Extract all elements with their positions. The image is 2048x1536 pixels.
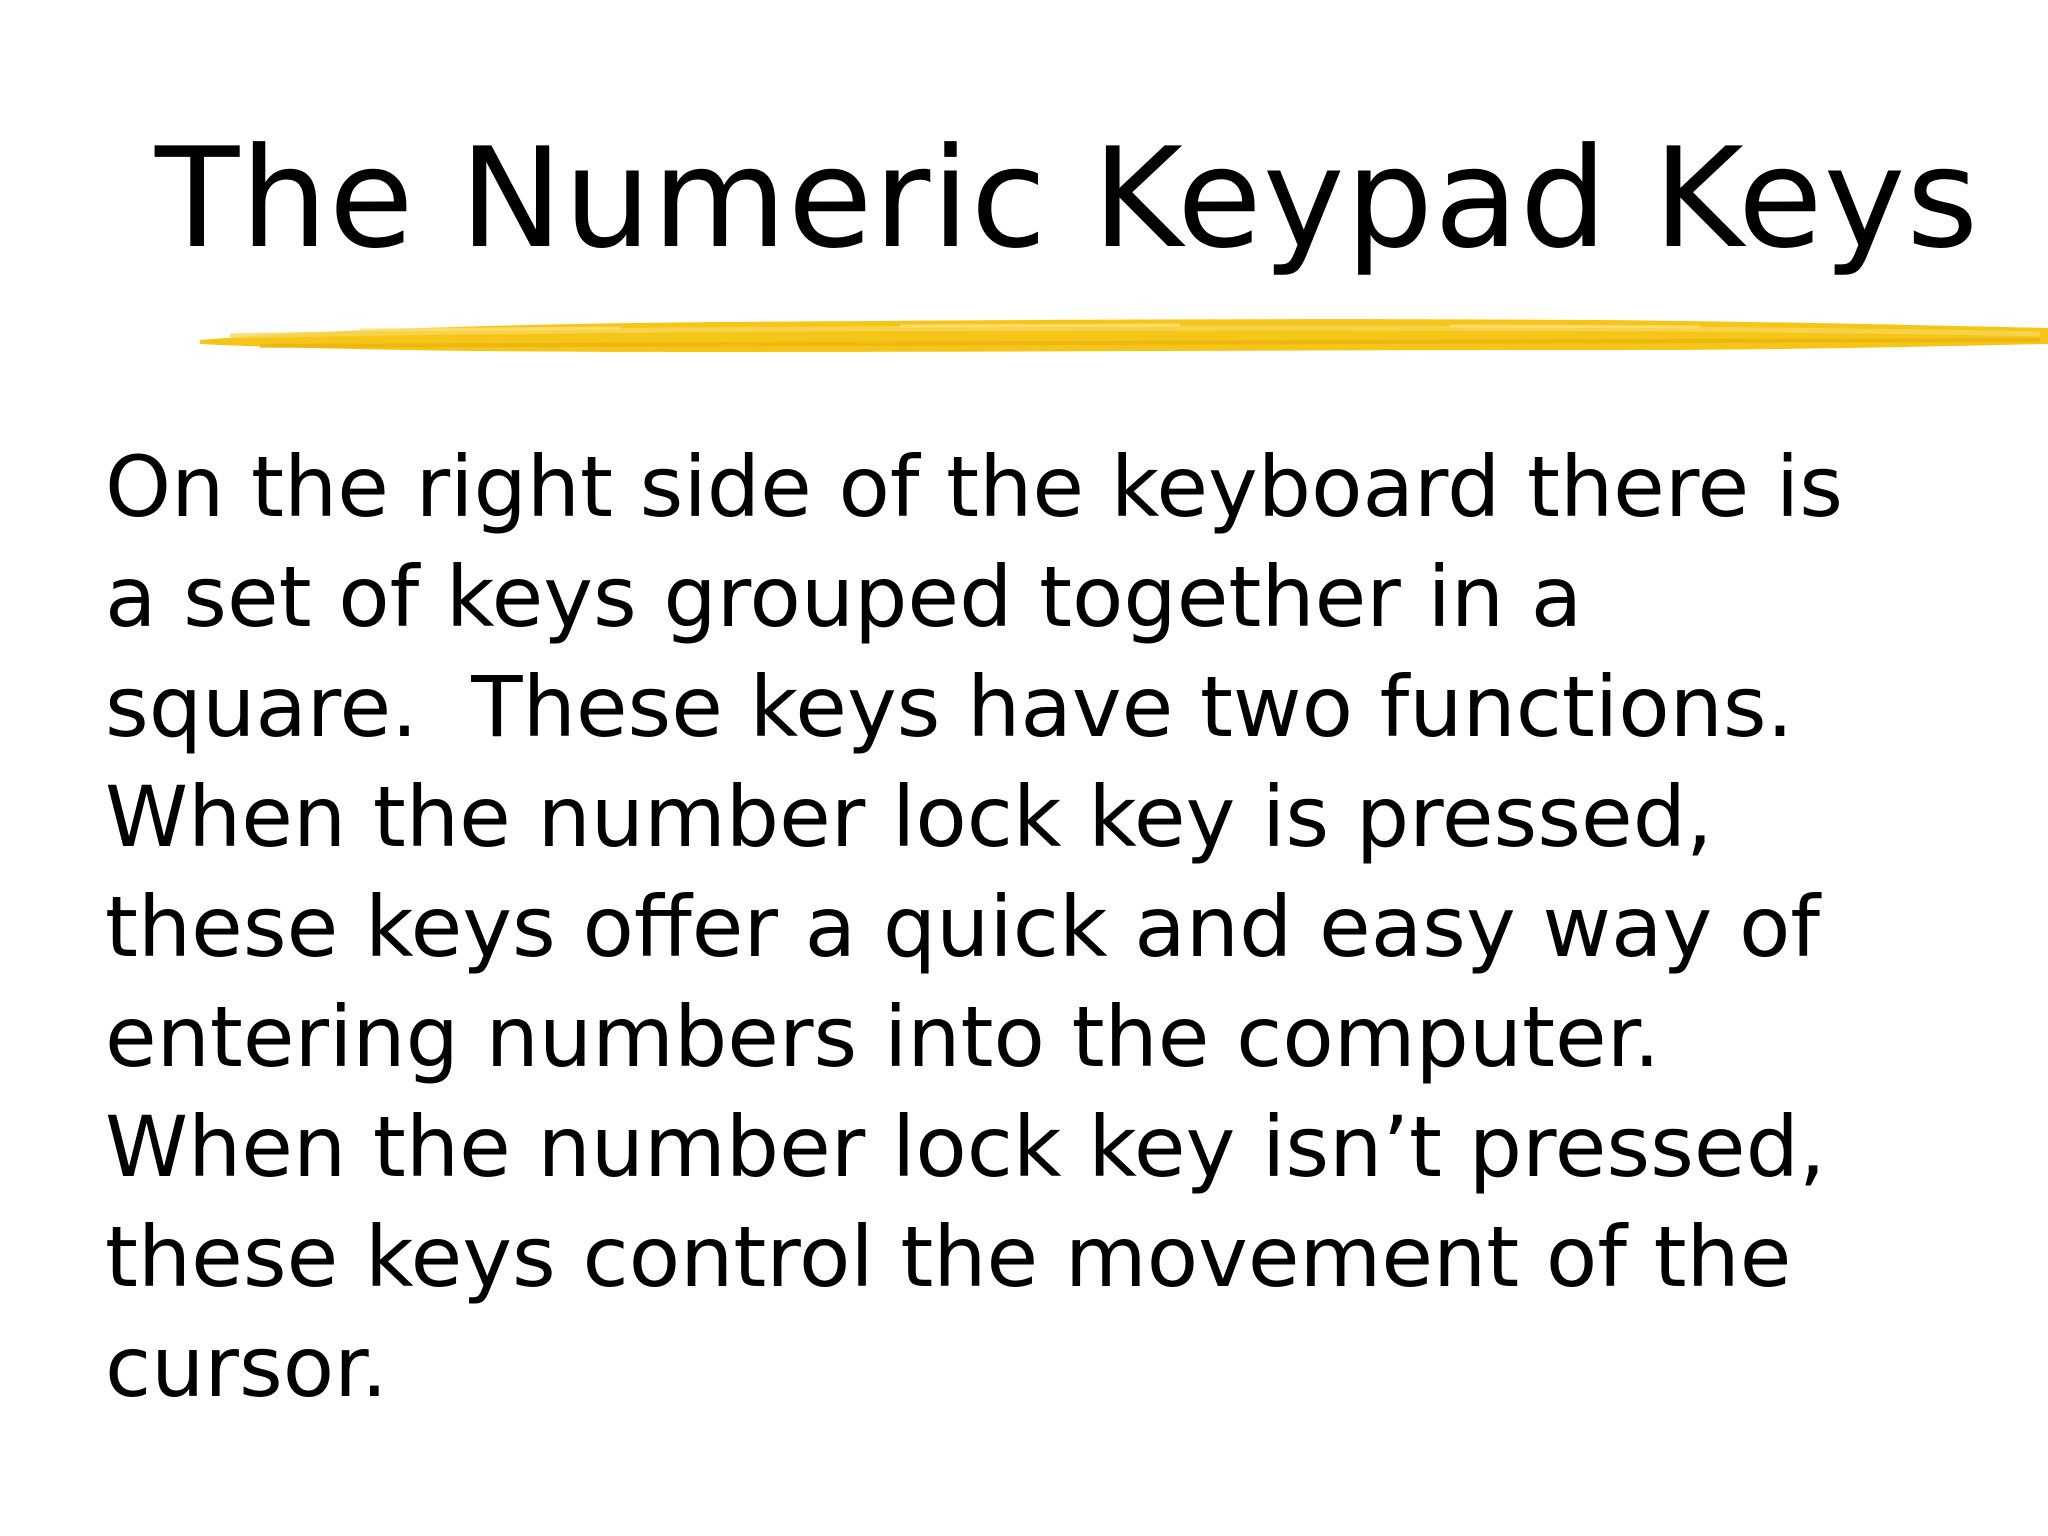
body-line: When the number lock key is pressed, (105, 768, 1713, 866)
body-line: cursor. (105, 1318, 388, 1416)
title-underline-brush-stroke (200, 300, 2048, 360)
body-line: entering numbers into the computer. (105, 988, 1661, 1086)
body-line: a set of keys grouped together in a (105, 548, 1583, 646)
slide-title: The Numeric Keypad Keys (155, 118, 1980, 279)
body-line: these keys control the movement of the (105, 1208, 1792, 1306)
body-line: these keys offer a quick and easy way of (105, 878, 1820, 976)
body-line: On the right side of the keyboard there is (105, 438, 1844, 536)
slide-body (105, 432, 2005, 1422)
body-line: square. These keys have two functions. (105, 658, 1794, 756)
body-line: When the number lock key isn’t pressed, (105, 1098, 1826, 1196)
